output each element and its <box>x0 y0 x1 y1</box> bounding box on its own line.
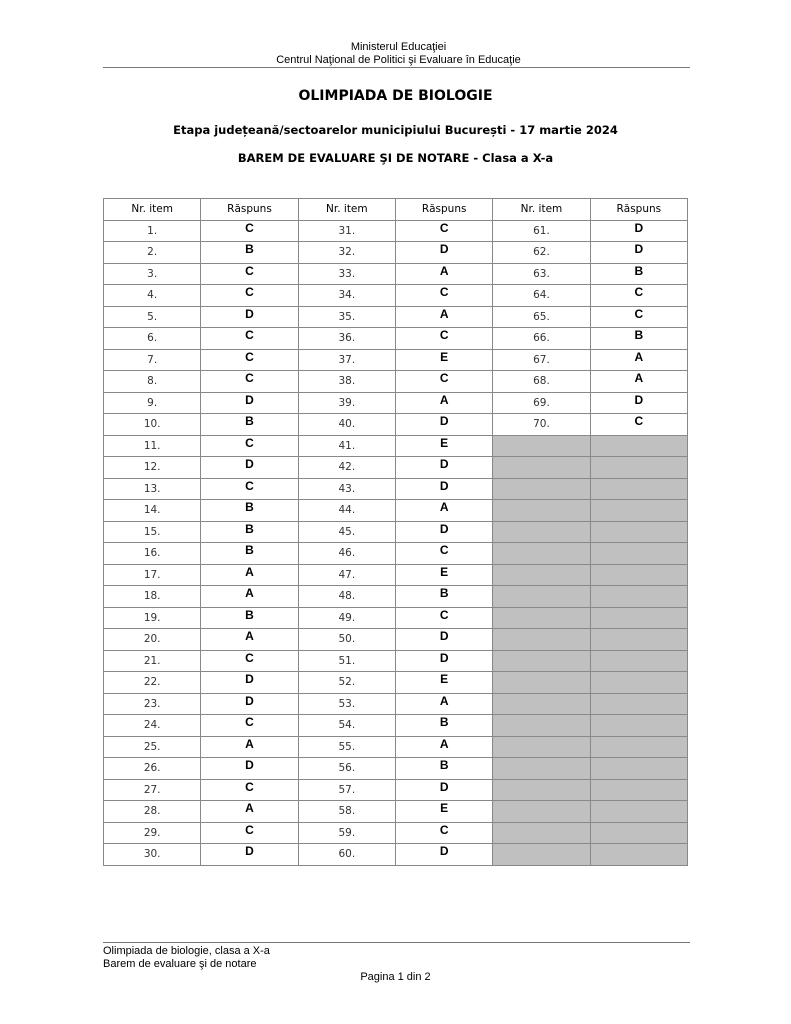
item-answer: A <box>395 263 492 285</box>
table-row <box>104 285 688 307</box>
table-row <box>104 242 688 264</box>
item-number: 45. <box>298 521 395 543</box>
item-number: 47. <box>298 564 395 586</box>
header-divider <box>103 67 690 68</box>
table-row <box>104 758 688 780</box>
item-answer: C <box>395 285 492 307</box>
item-answer: D <box>201 457 298 479</box>
item-number: 13. <box>104 478 201 500</box>
empty-cell <box>590 435 687 457</box>
item-number: 39. <box>298 392 395 414</box>
item-answer: C <box>395 220 492 242</box>
item-answer: D <box>590 220 687 242</box>
item-answer: B <box>201 242 298 264</box>
item-answer: A <box>395 736 492 758</box>
empty-cell <box>493 715 590 737</box>
table-row <box>104 457 688 479</box>
item-answer: D <box>395 650 492 672</box>
table-row <box>104 693 688 715</box>
footer-divider <box>103 942 690 943</box>
table-row <box>104 500 688 522</box>
empty-cell <box>590 543 687 565</box>
item-number: 44. <box>298 500 395 522</box>
item-answer: D <box>201 758 298 780</box>
table-row <box>104 543 688 565</box>
section-title: BAREM DE EVALUARE ŞI DE NOTARE - Clasa a X-a <box>237 151 554 165</box>
item-number: 60. <box>298 844 395 866</box>
item-number: 24. <box>104 715 201 737</box>
item-number: 51. <box>298 650 395 672</box>
empty-cell <box>493 758 590 780</box>
item-answer: A <box>395 500 492 522</box>
page-header <box>0 41 791 67</box>
column-header: Răspuns <box>590 199 687 221</box>
document-subtitle: Etapa județeană/sectoarelor municipiului București - 17 martie 2024 <box>173 123 618 137</box>
item-answer: E <box>395 801 492 823</box>
item-number: 26. <box>104 758 201 780</box>
item-number: 48. <box>298 586 395 608</box>
item-number: 36. <box>298 328 395 350</box>
empty-cell <box>590 521 687 543</box>
item-number: 61. <box>493 220 590 242</box>
item-number: 1. <box>104 220 201 242</box>
column-header: Nr. item <box>104 199 201 221</box>
item-number: 68. <box>493 371 590 393</box>
table-row <box>104 263 688 285</box>
item-number: 69. <box>493 392 590 414</box>
item-number: 6. <box>104 328 201 350</box>
item-answer: A <box>201 564 298 586</box>
item-answer: C <box>201 328 298 350</box>
item-answer: C <box>201 478 298 500</box>
item-number: 16. <box>104 543 201 565</box>
item-number: 3. <box>104 263 201 285</box>
empty-cell <box>590 715 687 737</box>
item-answer: C <box>201 285 298 307</box>
empty-cell <box>493 564 590 586</box>
table-row <box>104 478 688 500</box>
item-number: 33. <box>298 263 395 285</box>
item-number: 17. <box>104 564 201 586</box>
item-number: 67. <box>493 349 590 371</box>
item-answer: B <box>590 263 687 285</box>
item-number: 7. <box>104 349 201 371</box>
table-row <box>104 306 688 328</box>
column-header: Nr. item <box>298 199 395 221</box>
empty-cell <box>493 586 590 608</box>
empty-cell <box>590 693 687 715</box>
item-answer: C <box>395 328 492 350</box>
empty-cell <box>493 435 590 457</box>
item-answer: B <box>201 521 298 543</box>
table-row <box>104 672 688 694</box>
item-answer: C <box>395 371 492 393</box>
empty-cell <box>590 650 687 672</box>
item-answer: B <box>201 607 298 629</box>
item-number: 12. <box>104 457 201 479</box>
item-number: 34. <box>298 285 395 307</box>
item-answer: D <box>395 779 492 801</box>
empty-cell <box>493 650 590 672</box>
table-row <box>104 736 688 758</box>
item-answer: C <box>590 285 687 307</box>
empty-cell <box>590 607 687 629</box>
item-answer: E <box>395 672 492 694</box>
table-row <box>104 521 688 543</box>
item-number: 42. <box>298 457 395 479</box>
item-answer: C <box>201 371 298 393</box>
item-answer: C <box>201 220 298 242</box>
item-number: 9. <box>104 392 201 414</box>
table-row <box>104 650 688 672</box>
table-row <box>104 607 688 629</box>
table-row <box>104 392 688 414</box>
empty-cell <box>590 672 687 694</box>
item-answer: C <box>201 263 298 285</box>
item-number: 25. <box>104 736 201 758</box>
item-answer: A <box>201 629 298 651</box>
item-number: 58. <box>298 801 395 823</box>
item-number: 22. <box>104 672 201 694</box>
empty-cell <box>590 779 687 801</box>
empty-cell <box>493 521 590 543</box>
item-answer: A <box>201 801 298 823</box>
empty-cell <box>590 758 687 780</box>
item-answer: A <box>590 371 687 393</box>
empty-cell <box>493 822 590 844</box>
item-number: 55. <box>298 736 395 758</box>
empty-cell <box>590 478 687 500</box>
item-answer: D <box>201 306 298 328</box>
item-number: 64. <box>493 285 590 307</box>
item-answer: D <box>395 414 492 436</box>
table-row <box>104 349 688 371</box>
footer-line-2: Barem de evaluare şi de notare <box>103 958 257 970</box>
item-answer: B <box>201 543 298 565</box>
table-row <box>104 844 688 866</box>
answer-key-table <box>103 198 688 866</box>
column-header: Răspuns <box>201 199 298 221</box>
item-answer: A <box>395 392 492 414</box>
item-number: 29. <box>104 822 201 844</box>
item-number: 54. <box>298 715 395 737</box>
item-number: 65. <box>493 306 590 328</box>
item-answer: B <box>201 414 298 436</box>
item-number: 43. <box>298 478 395 500</box>
item-number: 27. <box>104 779 201 801</box>
empty-cell <box>590 801 687 823</box>
table-row <box>104 822 688 844</box>
item-number: 46. <box>298 543 395 565</box>
item-number: 10. <box>104 414 201 436</box>
empty-cell <box>590 586 687 608</box>
item-number: 35. <box>298 306 395 328</box>
item-answer: C <box>201 435 298 457</box>
item-number: 31. <box>298 220 395 242</box>
column-header: Răspuns <box>395 199 492 221</box>
item-number: 70. <box>493 414 590 436</box>
empty-cell <box>493 629 590 651</box>
table-row <box>104 779 688 801</box>
table-row <box>104 414 688 436</box>
table-row <box>104 586 688 608</box>
item-answer: D <box>395 478 492 500</box>
table-header-row <box>104 199 688 221</box>
item-number: 56. <box>298 758 395 780</box>
item-answer: D <box>201 392 298 414</box>
table-row <box>104 715 688 737</box>
item-answer: E <box>395 564 492 586</box>
table-row <box>104 801 688 823</box>
item-answer: C <box>395 607 492 629</box>
item-number: 50. <box>298 629 395 651</box>
item-answer: D <box>395 242 492 264</box>
table-row <box>104 435 688 457</box>
empty-cell <box>493 457 590 479</box>
column-header: Nr. item <box>493 199 590 221</box>
empty-cell <box>590 457 687 479</box>
item-number: 28. <box>104 801 201 823</box>
empty-cell <box>590 564 687 586</box>
item-answer: C <box>201 715 298 737</box>
empty-cell <box>493 779 590 801</box>
table-row <box>104 564 688 586</box>
item-number: 52. <box>298 672 395 694</box>
header-center: Centrul Naţional de Politici şi Evaluare în Educaţie <box>276 54 521 66</box>
item-number: 20. <box>104 629 201 651</box>
item-answer: D <box>590 242 687 264</box>
item-answer: A <box>395 693 492 715</box>
item-answer: D <box>590 392 687 414</box>
item-answer: D <box>201 844 298 866</box>
item-number: 11. <box>104 435 201 457</box>
item-answer: D <box>201 672 298 694</box>
item-answer: C <box>201 822 298 844</box>
item-answer: B <box>395 715 492 737</box>
item-answer: C <box>201 650 298 672</box>
item-number: 4. <box>104 285 201 307</box>
item-answer: E <box>395 435 492 457</box>
item-answer: D <box>395 457 492 479</box>
item-number: 40. <box>298 414 395 436</box>
item-number: 53. <box>298 693 395 715</box>
item-number: 23. <box>104 693 201 715</box>
item-number: 63. <box>493 263 590 285</box>
empty-cell <box>493 693 590 715</box>
item-number: 57. <box>298 779 395 801</box>
header-ministry: Ministerul Educaţiei <box>350 41 447 53</box>
item-number: 62. <box>493 242 590 264</box>
empty-cell <box>493 672 590 694</box>
item-number: 66. <box>493 328 590 350</box>
empty-cell <box>493 543 590 565</box>
item-number: 19. <box>104 607 201 629</box>
item-number: 37. <box>298 349 395 371</box>
item-answer: D <box>201 693 298 715</box>
item-number: 15. <box>104 521 201 543</box>
page-number: Pagina 1 din 2 <box>360 971 431 983</box>
item-answer: A <box>201 736 298 758</box>
empty-cell <box>590 500 687 522</box>
empty-cell <box>493 607 590 629</box>
item-answer: A <box>395 306 492 328</box>
item-answer: C <box>201 779 298 801</box>
item-answer: E <box>395 349 492 371</box>
item-answer: D <box>395 629 492 651</box>
table-row <box>104 328 688 350</box>
table-row <box>104 220 688 242</box>
item-answer: C <box>395 543 492 565</box>
item-number: 49. <box>298 607 395 629</box>
item-number: 14. <box>104 500 201 522</box>
footer-line-1: Olimpiada de biologie, clasa a X-a <box>103 945 270 957</box>
empty-cell <box>493 500 590 522</box>
empty-cell <box>493 478 590 500</box>
item-number: 30. <box>104 844 201 866</box>
item-number: 21. <box>104 650 201 672</box>
item-answer: B <box>590 328 687 350</box>
item-answer: C <box>395 822 492 844</box>
empty-cell <box>493 844 590 866</box>
item-answer: A <box>590 349 687 371</box>
empty-cell <box>590 629 687 651</box>
item-answer: B <box>395 586 492 608</box>
item-number: 32. <box>298 242 395 264</box>
item-answer: B <box>395 758 492 780</box>
item-number: 2. <box>104 242 201 264</box>
item-answer: D <box>395 844 492 866</box>
item-answer: B <box>201 500 298 522</box>
item-number: 38. <box>298 371 395 393</box>
table-row <box>104 629 688 651</box>
item-number: 59. <box>298 822 395 844</box>
empty-cell <box>493 801 590 823</box>
empty-cell <box>493 736 590 758</box>
item-answer: D <box>395 521 492 543</box>
item-number: 18. <box>104 586 201 608</box>
document-title: OLIMPIADA DE BIOLOGIE <box>298 88 493 104</box>
item-number: 8. <box>104 371 201 393</box>
table-row <box>104 371 688 393</box>
item-answer: C <box>201 349 298 371</box>
item-number: 41. <box>298 435 395 457</box>
item-number: 5. <box>104 306 201 328</box>
item-answer: C <box>590 414 687 436</box>
empty-cell <box>590 822 687 844</box>
item-answer: A <box>201 586 298 608</box>
item-answer: C <box>590 306 687 328</box>
empty-cell <box>590 736 687 758</box>
empty-cell <box>590 844 687 866</box>
